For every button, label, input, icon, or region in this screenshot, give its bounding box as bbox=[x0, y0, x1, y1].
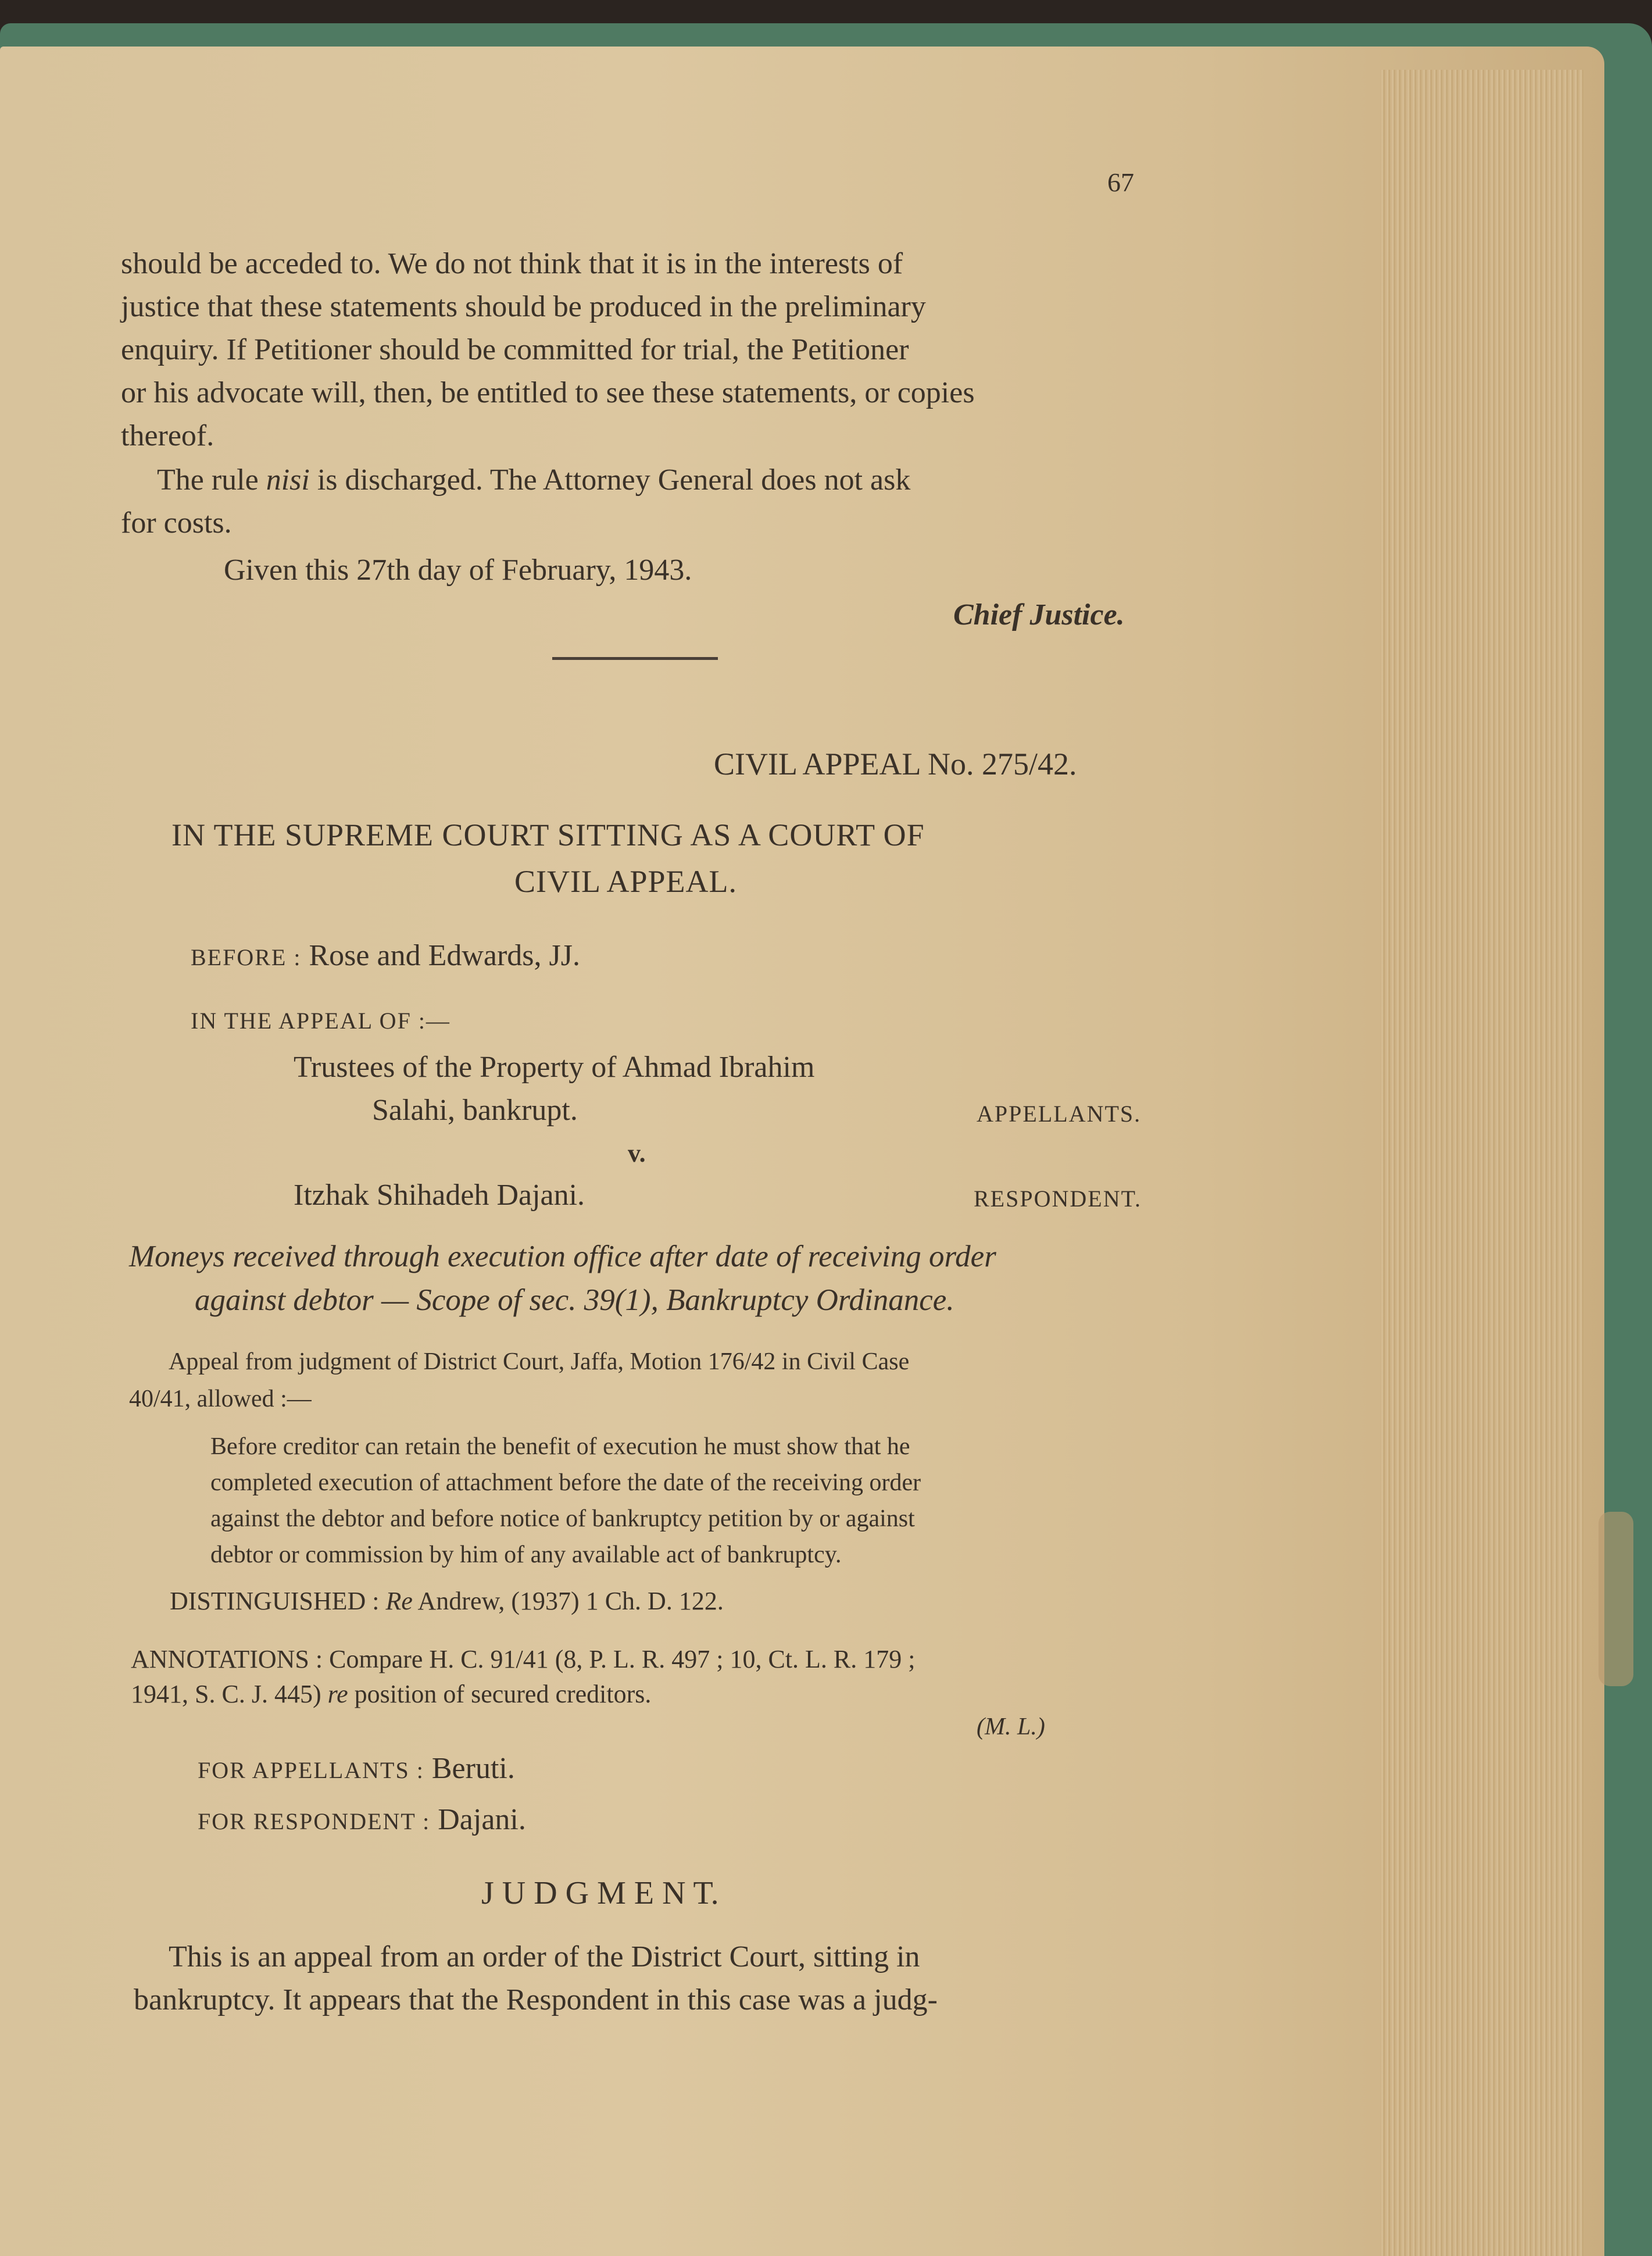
for-respondent-line bbox=[198, 1799, 526, 1843]
for-respondent-value: Dajani. bbox=[438, 1803, 526, 1836]
initials: (M. L.) bbox=[977, 1714, 1045, 1740]
annotations-text2: 1941, S. C. J. 445) bbox=[131, 1680, 321, 1708]
date-given: Given this 27th day of February, 1943. bbox=[224, 554, 692, 587]
headnote-line1: Moneys received through execution office after date of receiving order bbox=[129, 1240, 996, 1273]
paragraph-line: enquiry. If Petitioner should be committed for trial, the Petitioner bbox=[121, 333, 909, 366]
annotations-text3: position of secured creditors. bbox=[354, 1680, 652, 1708]
rule-pre: The rule bbox=[157, 463, 259, 497]
court-title-line2: CIVIL APPEAL. bbox=[514, 864, 738, 899]
distinguished-line bbox=[170, 1584, 724, 1619]
appellants-label: APPELLANTS. bbox=[977, 1101, 1142, 1127]
rule-discharged-line bbox=[157, 459, 910, 501]
for-appellants-line bbox=[198, 1748, 515, 1791]
before-value: Rose and Edwards, JJ. bbox=[309, 939, 580, 972]
paragraph-line: or his advocate will, then, be entitled to see these statements, or copies bbox=[121, 376, 975, 409]
rule-post: is discharged. The Attorney General does not ask bbox=[317, 463, 911, 497]
appeal-of-label: IN THE APPEAL OF :— bbox=[191, 1008, 450, 1034]
court-title-line1: IN THE SUPREME COURT SITTING AS A COURT OF bbox=[171, 818, 925, 852]
before-label: BEFORE : bbox=[191, 944, 302, 970]
versus: v. bbox=[628, 1139, 646, 1168]
for-appellants-label: FOR APPELLANTS : bbox=[198, 1757, 424, 1783]
paragraph-line: justice that these statements should be produced in the preliminary bbox=[121, 290, 926, 323]
case-number: CIVIL APPEAL No. 275/42. bbox=[714, 747, 1077, 781]
page-edges bbox=[1381, 70, 1584, 2256]
rule-nisi: nisi bbox=[266, 463, 310, 497]
judgment-line: This is an appeal from an order of the District Court, sitting in bbox=[169, 1940, 920, 1973]
signature: Chief Justice. bbox=[953, 598, 1125, 631]
appeal-from-line1: Appeal from judgment of District Court, Jaffa, Motion 176/42 in Civil Case bbox=[169, 1348, 910, 1375]
annotations-label: ANNOTATIONS : bbox=[131, 1645, 323, 1673]
annotations-line2 bbox=[131, 1677, 651, 1712]
distinguished-re: Re bbox=[385, 1587, 413, 1615]
before-line bbox=[191, 935, 580, 979]
paragraph-line: thereof. bbox=[121, 419, 214, 452]
for-respondent-label: FOR RESPONDENT : bbox=[198, 1808, 431, 1834]
judgment-heading: J U D G M E N T. bbox=[481, 1875, 719, 1911]
judgment-line: bankruptcy. It appears that the Respondent in this case was a judg- bbox=[134, 1983, 938, 2016]
annotations-re: re bbox=[327, 1680, 348, 1708]
section-divider bbox=[552, 657, 718, 660]
distinguished-value: Andrew, (1937) 1 Ch. D. 122. bbox=[417, 1587, 724, 1615]
costs-line: for costs. bbox=[121, 506, 232, 540]
respondent-name: Itzhak Shihadeh Dajani. bbox=[294, 1179, 585, 1212]
appeal-from-line2: 40/41, allowed :— bbox=[129, 1386, 312, 1412]
held-line: completed execution of attachment before the date of the receiving order bbox=[210, 1469, 921, 1496]
for-appellants-value: Beruti. bbox=[431, 1752, 515, 1785]
held-line: debtor or commission by him of any available act of bankruptcy. bbox=[210, 1541, 842, 1568]
appellant-name-line2: Salahi, bankrupt. bbox=[372, 1094, 578, 1127]
respondent-label: RESPONDENT. bbox=[974, 1186, 1142, 1212]
held-line: against the debtor and before notice of bankruptcy petition by or against bbox=[210, 1505, 915, 1532]
annotations-text: Compare H. C. 91/41 (8, P. L. R. 497 ; 10, Ct. L. R. 179 ; bbox=[329, 1645, 916, 1673]
distinguished-label: DISTINGUISHED : bbox=[170, 1587, 380, 1615]
page-number: 67 bbox=[1107, 167, 1134, 197]
headnote-line2: against debtor — Scope of sec. 39(1), Bankruptcy Ordinance. bbox=[195, 1283, 954, 1317]
appellant-name-line1: Trustees of the Property of Ahmad Ibrahim bbox=[294, 1051, 815, 1084]
paragraph-line: should be acceded to. We do not think that it is in the interests of bbox=[121, 247, 903, 280]
held-line: Before creditor can retain the benefit of execution he must show that he bbox=[210, 1433, 910, 1460]
cover-wear bbox=[1599, 1512, 1633, 1686]
annotations-line1 bbox=[131, 1642, 916, 1677]
